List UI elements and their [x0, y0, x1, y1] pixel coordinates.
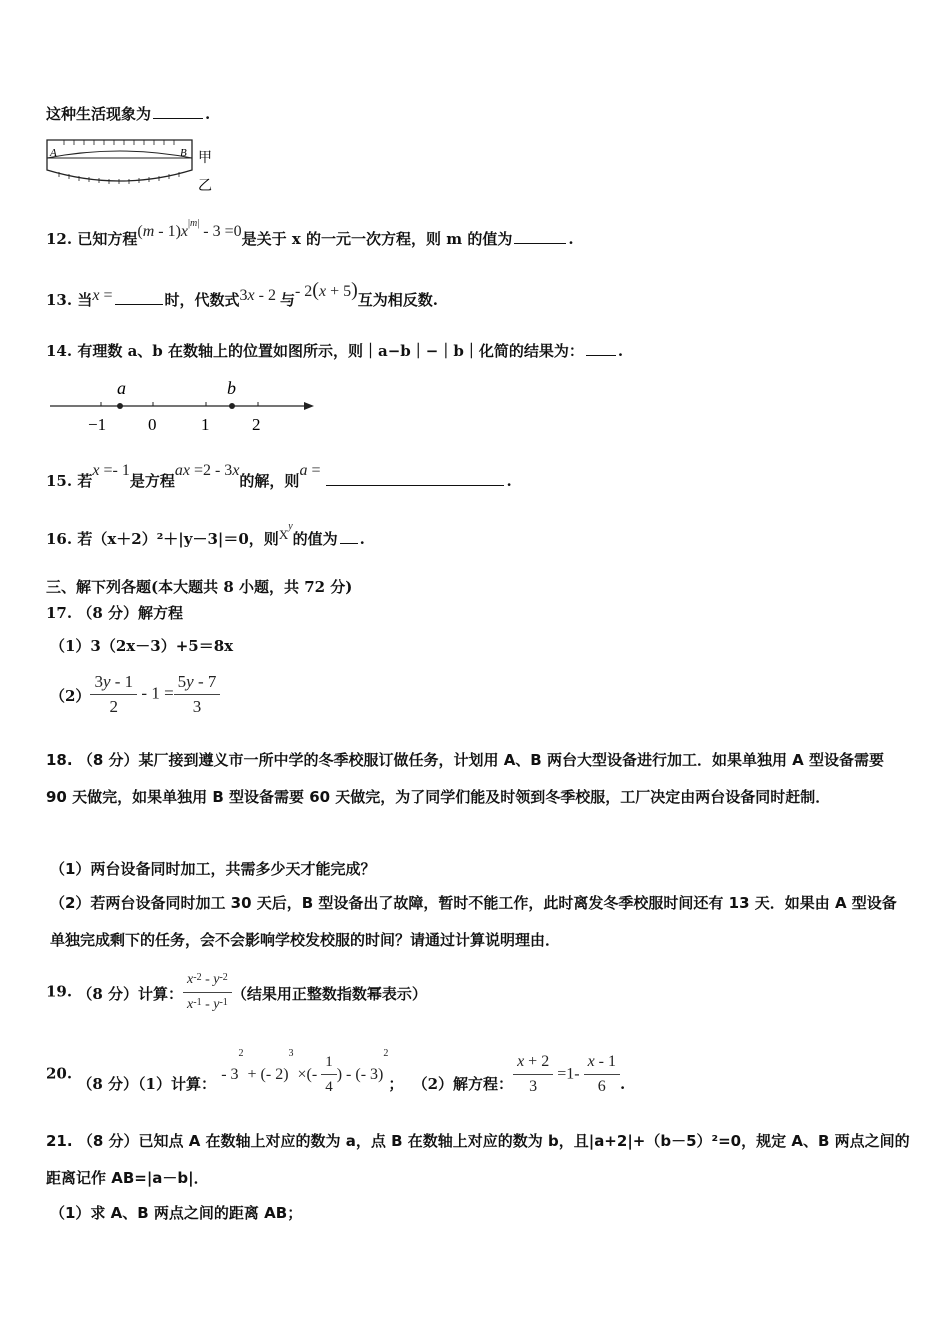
question-number: 12.	[46, 230, 73, 248]
question-19: 19. （8 分）计算： $\frac{x^{-2} - y^{-2}}{x^{-1} - y^{-1}}$ （结果用正整数指数幂表示）	[46, 968, 427, 1017]
var-x: x	[92, 287, 100, 304]
expression-neg2-x5: - 2(x + 5)	[294, 279, 358, 301]
question-17: 17. （8 分）解方程	[46, 604, 184, 622]
question-number: 19.	[46, 982, 73, 1001]
fraction-x2-y2-over-x1-y1: $\frac{x^{-2} - y^{-2}}{x^{-1} - y^{-1}}$	[183, 968, 232, 1017]
fraction-x2-over-3: $\frac{x + 2}{3}$	[513, 1050, 553, 1099]
question-number: 20.	[46, 1064, 73, 1083]
ruler-ticks-top	[64, 140, 174, 145]
answer-blank	[586, 354, 616, 356]
label-jia: 甲	[198, 150, 212, 166]
point-a-label: A	[50, 147, 57, 159]
equation-ax: ax =2 - 3x	[174, 462, 240, 479]
point-b	[229, 403, 235, 409]
label-yi: 乙	[198, 178, 212, 194]
question-number: 21.	[46, 1132, 73, 1150]
q21-part1: （1）求 A、B 两点之间的距离 AB；	[50, 1204, 303, 1222]
tick-label-2: 2	[252, 415, 261, 434]
answer-blank	[115, 303, 163, 305]
point-a	[117, 403, 123, 409]
q17-part2: （2） $\frac{3y - 1}{2}$ - 1 = $\frac{5y - 7}{3}$	[50, 670, 220, 719]
answer-blank	[514, 242, 566, 244]
tick-label-1: 1	[201, 415, 210, 434]
equation-x-neg1: x =- 1	[92, 462, 130, 479]
question-14: 14. 有理数 a、b 在数轴上的位置如图所示，则｜a−b｜−｜b｜化简的结果为： .	[46, 342, 624, 360]
equation-q12: $(m - 1)x^{|m|} - 3 =0$	[137, 218, 242, 240]
question-number: 14.	[46, 342, 73, 360]
question-number: 18.	[46, 751, 73, 769]
expression-3x-2: 3x - 2	[239, 287, 280, 304]
fragment-text: 这种生活现象为	[46, 105, 152, 123]
fraction-5y-7-over-3: $\frac{5y - 7}{3}$	[174, 670, 221, 719]
expression-x-pow-y: $X^y$	[278, 521, 293, 542]
number-line	[46, 376, 326, 436]
point-b-label: B	[180, 147, 187, 159]
arc-ruler-diagram	[44, 134, 224, 198]
question-number: 15.	[46, 472, 73, 490]
question-12: 12. 已知方程$(m - 1)x^{|m|} - 3 =0$是关于 x 的一元一次方程，则 m 的值为 .	[46, 218, 574, 248]
fraction-3y-1-over-2: $\frac{3y - 1}{2}$	[90, 670, 137, 719]
answer-blank	[340, 542, 358, 544]
q18-part1: （1）两台设备同时加工，共需多少天才能完成？	[50, 860, 376, 878]
var-a: a =	[299, 462, 325, 479]
q18-part2: （2）若两台设备同时加工 30 天后，B 型设备出了故障，暂时不能工作，此时离发冬季校服时间还有 13 天．如果由 A 型设备单独完成剩下的任务，会不会影响学校发校服的时间？请通过计算说明理由．	[50, 894, 897, 949]
question-number: 17.	[46, 604, 73, 622]
question-number: 13.	[46, 291, 73, 309]
answer-blank	[153, 117, 203, 119]
question-16: 16. 若（x＋2）²＋|y－3|＝0，则$X^y$的值为 .	[46, 521, 365, 548]
label-a: a	[117, 378, 126, 398]
label-b: b	[227, 378, 236, 398]
q17-part1: （1）3（2x－3）+5＝8x	[50, 637, 234, 655]
fraction-x1-over-6: $\frac{x - 1}{6}$	[584, 1050, 620, 1099]
question-number: 16.	[46, 530, 73, 548]
arc-top	[47, 151, 192, 158]
question-18: 18. （8 分）某厂接到遵义市一所中学的冬季校服订做任务，计划用 A、B 两台大型设备进行加工．如果单独用 A 型设备需要 90 天做完，如果单独用 B 型设备需要 60 天做完，为了同学们能及时领到冬季校服，工厂决定由两台设备同时赶制．	[46, 751, 885, 806]
question-13: 13. 当x = 时，代数式3x - 2 与- 2(x + 5)互为相反数.	[46, 279, 439, 309]
section-title: 三、解下列各题(本大题共 8 小题，共 72 分)	[46, 578, 353, 596]
question-20: 20. （8 分）（1）计算： - $3^2$ + (- 2)$^3$ ×(- $\frac{1}{4}$ ) - (- 3)$^2$； （2）解方程： $\frac{x + 2}{3}$ =1- $\frac{x - 1}{6}$ .	[46, 1050, 625, 1099]
tick-label-neg1: −1	[88, 415, 107, 434]
answer-blank	[326, 484, 504, 486]
question-15: 15. 若x =- 1是方程ax =2 - 3x的解，则a = .	[46, 462, 512, 490]
question-21: 21. （8 分）已知点 A 在数轴上对应的数为 a，点 B 在数轴上对应的数为 b，且|a+2|+（b－5）²=0，规定 A、B 两点之间的距离记作 AB=|a－b|．	[46, 1132, 910, 1187]
tick-label-0: 0	[148, 415, 157, 434]
axis-arrow	[304, 402, 314, 410]
question-fragment: 这种生活现象为 .	[46, 105, 211, 123]
expression-q20-1: - $3^2$ + (- 2)$^3$ ×(- $\frac{1}{4}$ ) - (- 3)$^2$	[221, 1048, 389, 1096]
